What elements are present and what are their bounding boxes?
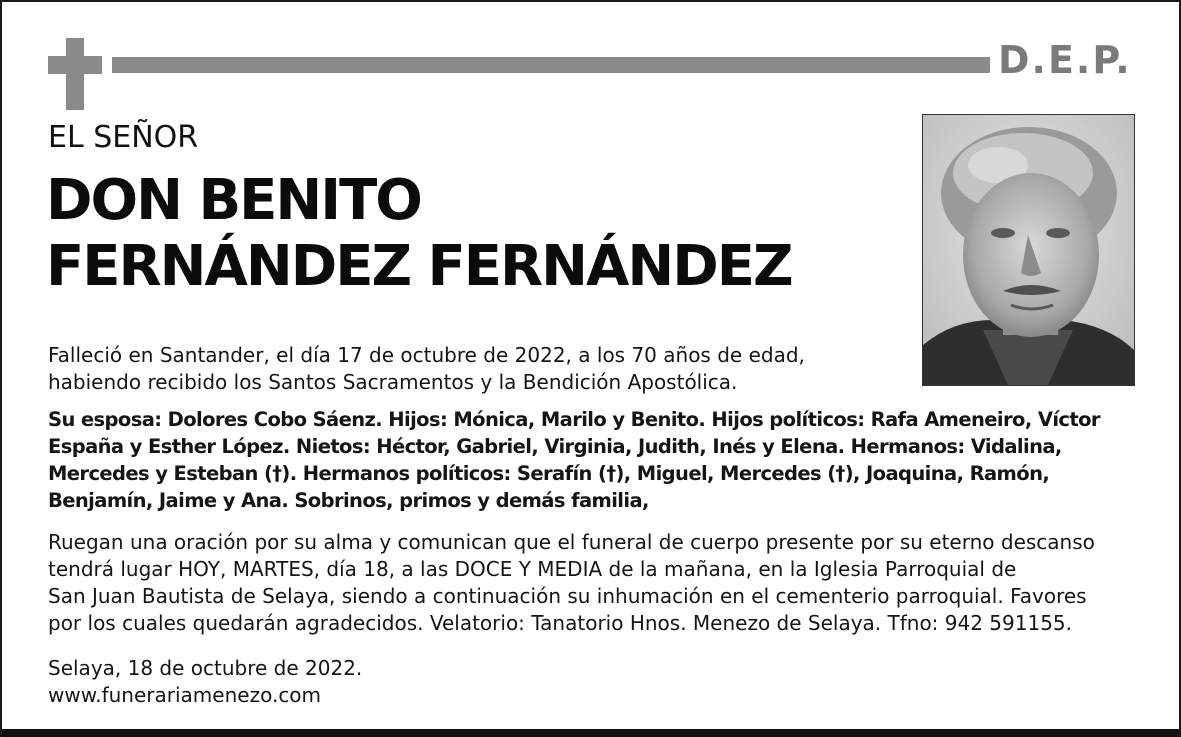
family-line: Su esposa: Dolores Cobo Sáenz. Hijos: Mónica, Marilo y Benito. Hijos políticos: Rafa Ameneiro, Víctor: [48, 408, 1100, 431]
deceased-name-line2: FERNÁNDEZ FERNÁNDEZ: [46, 234, 792, 299]
header-rule: [112, 57, 990, 73]
funeral-line: tendrá lugar HOY, MARTES, día 18, a las DOCE Y MEDIA de la mañana, en la Iglesia Parroquial de: [48, 557, 1017, 581]
family-list: [48, 406, 1100, 514]
cross-icon: [66, 38, 84, 110]
cross-icon-bar: [48, 56, 102, 74]
funeral-line: San Juan Bautista de Selaya, siendo a continuación su inhumación en el cementerio parroquial. Favores: [48, 584, 1087, 608]
bottom-border: [2, 729, 1179, 737]
death-notice: [48, 342, 805, 396]
place-date: Selaya, 18 de octubre de 2022.: [48, 656, 363, 680]
honorific: EL SEÑOR: [48, 120, 199, 155]
funeral-line: Ruegan una oración por su alma y comunican que el funeral de cuerpo presente por su eterno descanso: [48, 530, 1095, 554]
family-line: Benjamín, Jaime y Ana. Sobrinos, primos y demás familia,: [48, 489, 649, 512]
death-notice-line: Falleció en Santander, el día 17 de octubre de 2022, a los 70 años de edad,: [48, 343, 805, 367]
deceased-name: [46, 168, 792, 300]
website-link[interactable]: www.funerariamenezo.com: [48, 683, 322, 707]
funeral-line: por los cuales quedarán agradecidos. Velatorio: Tanatorio Hnos. Menezo de Selaya. Tfno: 942 591155.: [48, 611, 1073, 635]
death-notice-line: habiendo recibido los Santos Sacramentos y la Bendición Apostólica.: [48, 370, 738, 394]
dep-label: D.E.P.: [998, 38, 1132, 82]
funeral-details: [48, 529, 1095, 637]
portrait-photo: [922, 114, 1135, 386]
family-line: Mercedes y Esteban (†). Hermanos políticos: Serafín (†), Miguel, Mercedes (†), Joaquina, Ramón,: [48, 462, 1050, 485]
deceased-name-line1: DON BENITO: [46, 168, 421, 233]
family-line: España y Esther López. Nietos: Héctor, Gabriel, Virginia, Judith, Inés y Elena. Hermanos: Vidalina,: [48, 435, 1062, 458]
